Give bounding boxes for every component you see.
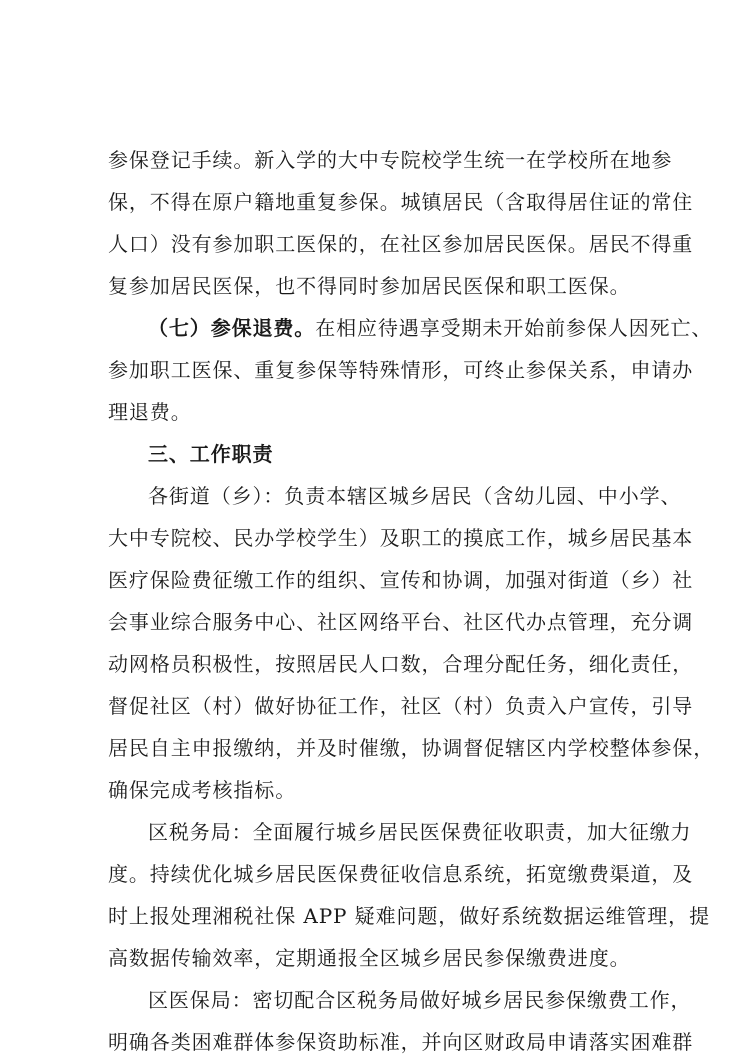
paragraph-text: 在相应待遇享受期未开始前参保人因死亡、 xyxy=(315,316,713,340)
paragraph-line: 理退费。 xyxy=(108,400,192,424)
paragraph-line: 区医保局：密切配合区税务局做好城乡居民参保缴费工作， xyxy=(148,988,692,1012)
subsection-heading: （七）参保退费。 xyxy=(148,316,316,340)
paragraph-line: 居民自主申报缴纳，并及时催缴，协调督促辖区内学校整体参保， xyxy=(108,736,715,760)
paragraph-line: 确保完成考核指标。 xyxy=(108,778,297,802)
paragraph-line: 会事业综合服务中心、社区网络平台、社区代办点管理，充分调 xyxy=(108,610,694,634)
paragraph-line: 度。持续优化城乡居民医保费征收信息系统，拓宽缴费渠道，及 xyxy=(108,862,694,886)
paragraph-line: 各街道（乡）：负责本辖区城乡居民（含幼儿园、中小学、 xyxy=(148,484,682,508)
paragraph-line: 督促社区（村）做好协征工作，社区（村）负责入户宣传，引导 xyxy=(108,694,694,718)
paragraph-line: 保，不得在原户籍地重复参保。城镇居民（含取得居住证的常住 xyxy=(108,190,694,214)
paragraph-line: 复参加居民医保，也不得同时参加居民医保和职工医保。 xyxy=(108,274,631,298)
paragraph-line: 人口）没有参加职工医保的，在社区参加居民医保。居民不得重 xyxy=(108,232,694,256)
paragraph-line: 区税务局：全面履行城乡居民医保费征收职责，加大征缴力 xyxy=(148,820,692,844)
paragraph-line: 医疗保险费征缴工作的组织、宣传和协调，加强对街道（乡）社 xyxy=(108,568,694,592)
paragraph-line: 时上报处理湘税社保 APP 疑难问题，做好系统数据运维管理，提 xyxy=(108,904,710,928)
section-heading: 三、工作职责 xyxy=(148,442,274,466)
paragraph-line: 大中专院校、民办学校学生）及职工的摸底工作，城乡居民基本 xyxy=(108,526,694,550)
paragraph-line: 动网格员积极性，按照居民人口数，合理分配任务，细化责任， xyxy=(108,652,694,676)
paragraph-line xyxy=(148,311,713,345)
paragraph-line: 明确各类困难群体参保资助标准，并向区财政局申请落实困难群 xyxy=(108,1030,694,1054)
paragraph-line: 参保登记手续。新入学的大中专院校学生统一在学校所在地参 xyxy=(108,148,673,172)
paragraph-line: 高数据传输效率，定期通报全区城乡居民参保缴费进度。 xyxy=(108,946,631,970)
paragraph-line: 参加职工医保、重复参保等特殊情形，可终止参保关系，申请办 xyxy=(108,358,694,382)
